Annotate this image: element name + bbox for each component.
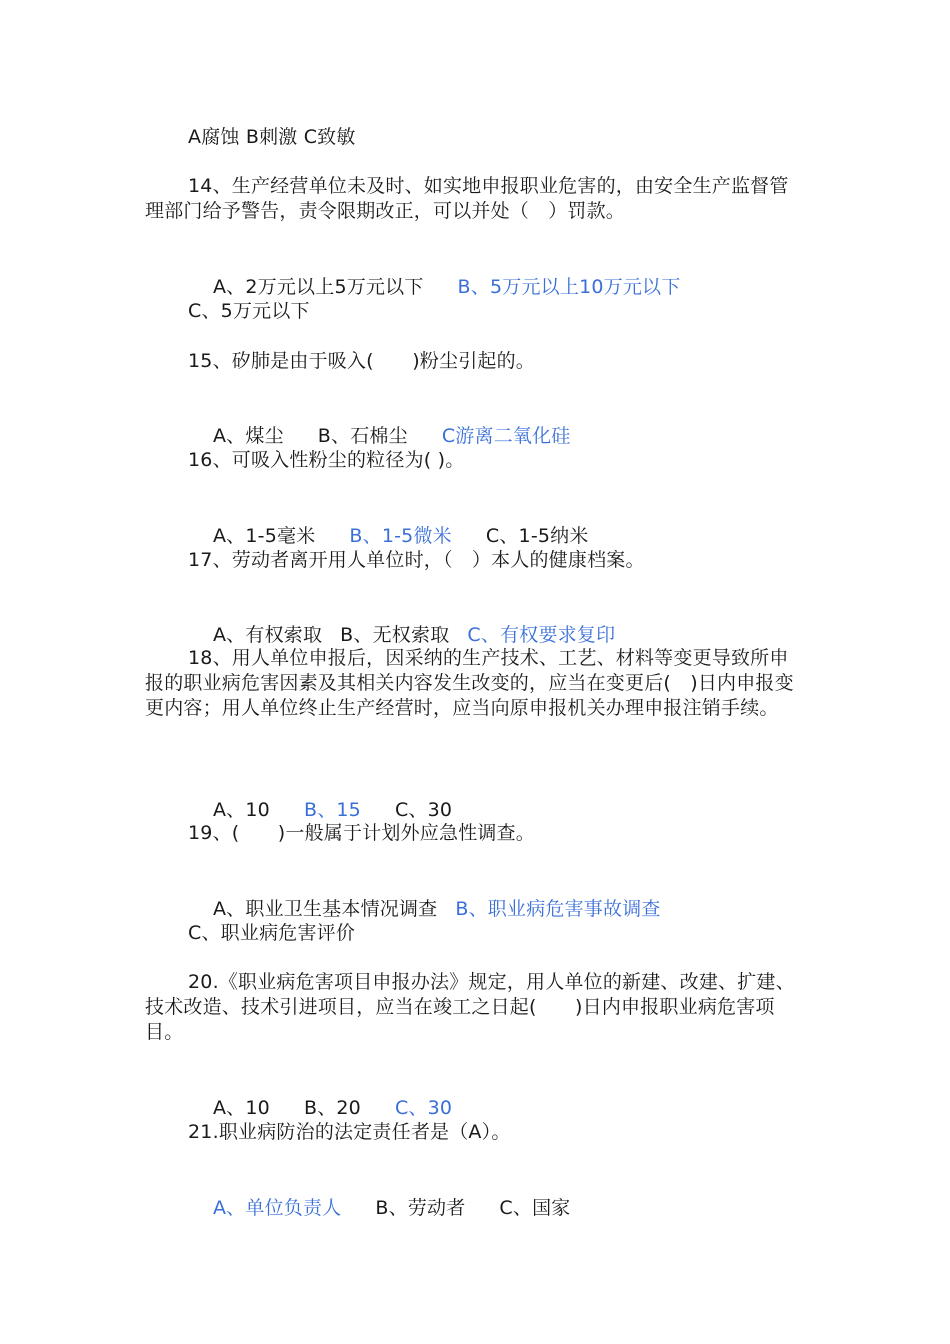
q17-question: 17、劳动者离开用人单位时，（ ）本人的健康档案。 [188,549,645,571]
q20-options-row [188,1069,486,1119]
q19-option-a: A、职业卫生基本情况调查 [212,898,438,920]
q16-question: 16、可吸入性粉尘的粒径为( )。 [188,449,465,471]
q15-option-c-answer: C游离二氧化硅 [441,425,571,447]
q14-question: 14、生产经营单位未及时、如实地申报职业危害的，由安全生产监督管理部门给予警告，责令限期改正，可以并处（ ）罚款。 [145,175,789,222]
q21-options-row [188,1169,605,1219]
q20-option-a: A、10 [212,1097,270,1119]
q17-option-b: B、无权索取 [340,624,450,646]
q19-option-b-answer: B、职业病危害事故调查 [455,898,661,920]
q14-options-row [188,248,714,298]
q20-option-c-answer: C、30 [394,1097,453,1119]
q18-options-row [188,771,486,821]
q18-question: 18、用人单位申报后，因采纳的生产技术、工艺、材料等变更导致所申报的职业病危害因素及其相关内容发生改变的，应当在变更后( )日内申报变更内容；用人单位终止生产经营时，应当向原申报机关办理申报注销手续。 [145,647,794,719]
q19-option-c: C、职业病危害评价 [188,922,356,944]
q14-option-b-answer: B、5万元以上10万元以下 [457,276,681,298]
q21-question: 21.职业病防治的法定责任者是（A）。 [188,1121,511,1143]
q16-option-b-answer: B、1-5微米 [349,525,452,547]
q17-option-c-answer: C、有权要求复印 [467,624,616,646]
q15-options-row [188,397,605,447]
q21-option-b: B、劳动者 [375,1197,466,1219]
q16-option-a: A、1-5毫米 [212,525,316,547]
q15-question: 15、矽肺是由于吸入( )粉尘引起的。 [188,350,536,372]
q21-option-a-answer: A、单位负责人 [212,1197,342,1219]
q20-option-b: B、20 [303,1097,361,1119]
q19-options-row [188,870,695,920]
q17-option-a: A、有权索取 [212,624,323,646]
q20-question: 20.《职业病危害项目申报办法》规定，用人单位的新建、改建、扩建、技术改造、技术引进项目，应当在竣工之日起( )日内申报职业病危害项目。 [145,971,795,1043]
q18-option-b-answer: B、15 [303,799,361,821]
q17-options-row [188,596,649,646]
q19-question: 19、( )一般属于计划外应急性调查。 [188,822,536,844]
q18-option-c: C、30 [394,799,453,821]
q15-option-b: B、石棉尘 [317,425,408,447]
q13-options: A腐蚀 B刺激 C致敏 [188,126,356,148]
q21-option-c: C、国家 [499,1197,571,1219]
q14-option-a: A、2万元以上5万元以下 [212,276,424,298]
q16-options-row [188,497,623,547]
q15-option-a: A、煤尘 [212,425,284,447]
q14-option-c: C、5万元以下 [188,300,310,322]
q18-option-a: A、10 [212,799,270,821]
q16-option-c: C、1-5纳米 [485,525,589,547]
